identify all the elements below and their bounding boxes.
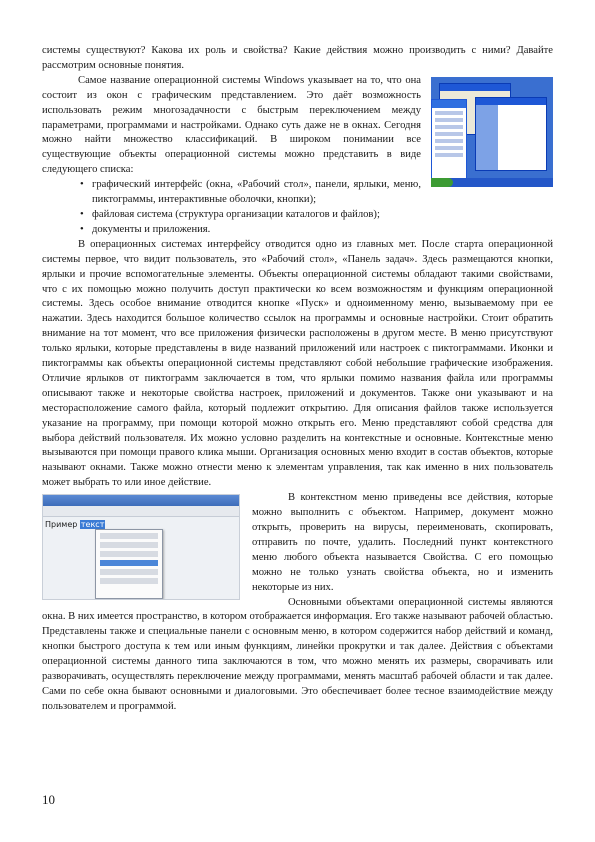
xp-window-front [475,97,547,171]
paragraph-context-menu: В контекстном меню приведены все действия, которые можно выполнить с объектом. Например, документ можно открыть, проверить на вирусы, переименовать, скопировать, отправить по почте, удалить. Последний пункт контекстного меню любого объекта называется Свойства. С его помощью можно не только узнать свойства объекта, но и изменить некоторые из них. [252,492,553,593]
objects-list [42,178,553,238]
list-item: • файловая система (структура организации каталогов и файлов); [42,208,553,223]
context-menu-screenshot [42,494,240,600]
paragraph-windows-name: Самое название операционной системы Windows указывает на то, что она состоит из окон с графическим представлением. Это даёт возможность использовать режим многозадачности с быстрым переключением между параметрами, программами и настройками. Однако суть даже не в окнах. Сегодня можно найти множество классификаций. В широком понимании все существующие объекты операционной системы можно представить в виде следующего списка: [42,74,421,176]
context-menu [95,529,163,599]
list-item: • документы и приложения. [42,223,553,238]
page-number: 10 [42,792,55,807]
editor-text-selected: текст [80,520,105,530]
document-page [42,44,553,715]
window-menu-bar [43,506,239,517]
windows-xp-desktop-screenshot [431,77,553,187]
paragraph-intro: системы существуют? Какова их роль и свойства? Какие действия можно производить с ними? Давайте рассмотрим основные понятия. [42,45,553,71]
window-title-bar [43,495,239,506]
list-item: • графический интерфейс (окна, «Рабочий стол», панели, ярлыки, меню, пиктограммы, интерактивные оболочки, кнопки); [42,178,553,208]
xp-start-menu [431,99,467,179]
paragraph-interface: В операционных системах интерфейсу отводится одно из главных мет. После старта операционной системы первое, что видит пользователь, это «Рабочий стол», «Панель задач». Здесь размещаются кнопки, ярлыки и прочие вспомогательные элементы. Объекты операционной системы обладают такими свойствами, что с их помощью можно получить доступ практически ко всем возможностям и функциям операционной системы. Здесь особое внимание отводится кнопке «Пуск» и одноименному меню, вызываемому при ее нажатии. Здесь находится большое количество ссылок на программы и основные настройки. Стоит обратить внимание на тот момент, что все приложения физически расположены в другом месте. В меню присутствуют только ярлыки, которые представлены в виде названий приложений или настроек с пиктограммами. Иконки и пиктограммы как объекты операционной системы представляют собой небольшие графические изображения. Отличие ярлыков от пиктограмм заключается в том, что ярлыки помимо названия файла или программы описывают также и некоторые свойства настроек, приложений и документов. Также они указывают и на месторасположение самого файла, который подлежит открытию. Для описания файлов также используется указание на программу, при помощи которой можно открыть его. Меню представляют собой средства для выбора действий пользователя. Их можно условно разделить на контекстные и основные. Контекстные меню вызываются при помощи правого клика мыши. Организация основных меню входит в состав объектов, которые называют окнами. Также можно отнести меню к элементам управления, так как именно в них пользователь может выбрать то или иное действие. [42,238,553,489]
paragraph-windows: Основными объектами операционной системы являются окна. В них имеется пространство, в котором отображается информация. Его также называют рабочей областью. Представлены также и специальные панели с основным меню, в котором содержится набор действий и команд, кнопки быстрого доступа к тем или иным функциям, линейки прокрутки и так далее. Действия с объектами операционной системы данного типа заключаются в том, что можно менять их размеры, сворачивать или разворачивать, осуществлять переключение между программами, менять масштаб рабочей области и так далее. Сами по себе окна бывают основными и диалоговыми. Это обеспечивает более тесное взаимодействие между пользователем и программой. [42,596,553,712]
editor-text-plain: Пример [45,520,78,530]
